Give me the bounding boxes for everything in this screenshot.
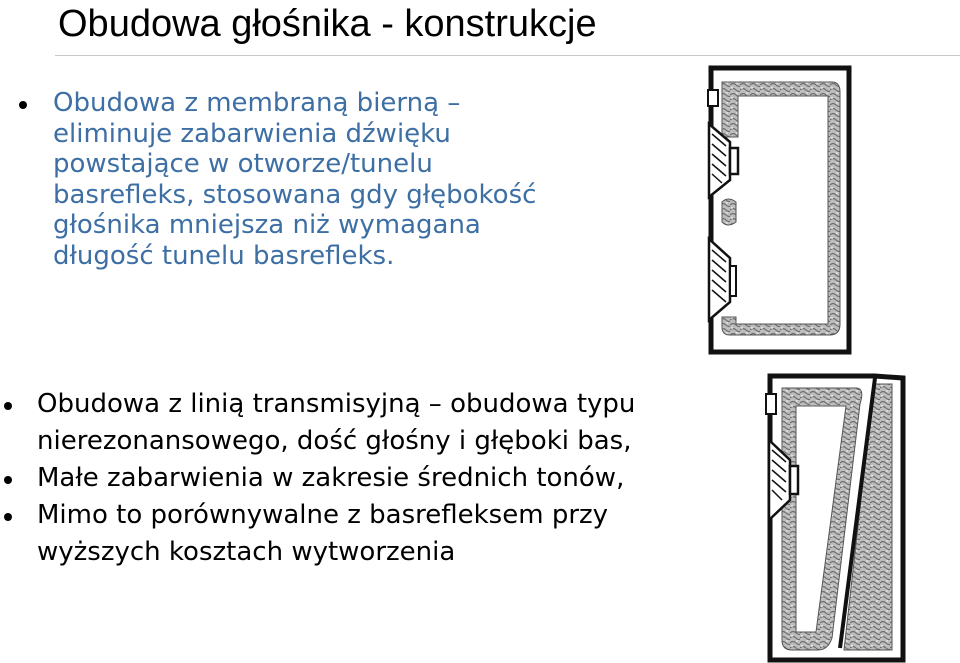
bullet-line: Małe zabarwienia w zakresie średnich tonów, [37, 463, 625, 493]
bullet-line: Obudowa z membraną bierną – [53, 88, 461, 118]
transmission-line-enclosure-diagram [760, 370, 910, 663]
terminal [708, 90, 718, 106]
bullet-line: wyższych kosztach wytworzenia [37, 537, 456, 567]
bullet-line: powstające w otworze/tunelu [53, 149, 433, 179]
bullet-line: Obudowa z linią transmisyjną – obudowa typu [37, 389, 636, 419]
bullet-item-transmission-line [37, 386, 635, 460]
damping-material [722, 199, 736, 225]
bullet-line: eliminuje zabarwienia dźwięku [53, 118, 451, 149]
bullet-list-passive-radiator [53, 88, 536, 271]
bullet-item-passive-radiator [53, 88, 536, 271]
bullet-line: długość tunelu basrefleks. [53, 240, 395, 271]
bullet-line: głośnika mniejsza niż wymagana [53, 210, 481, 240]
bullet-list-transmission-line [37, 386, 635, 571]
bullet-item-coloration [37, 460, 635, 497]
bullet-line: basrefleks, stosowana gdy głębokość [53, 179, 537, 210]
bullet-item-cost [37, 497, 635, 571]
bullet-line: nierezonansowego, dość głośny i głęboki bas, [37, 426, 632, 456]
bullet-line: Mimo to porównywalne z basrefleksem przy [37, 500, 609, 530]
terminal [766, 394, 776, 414]
passive-radiator-enclosure-diagram [700, 62, 865, 356]
slide-title: Obudowa głośnika - konstrukcje [58, 3, 597, 45]
title-divider [55, 55, 960, 56]
